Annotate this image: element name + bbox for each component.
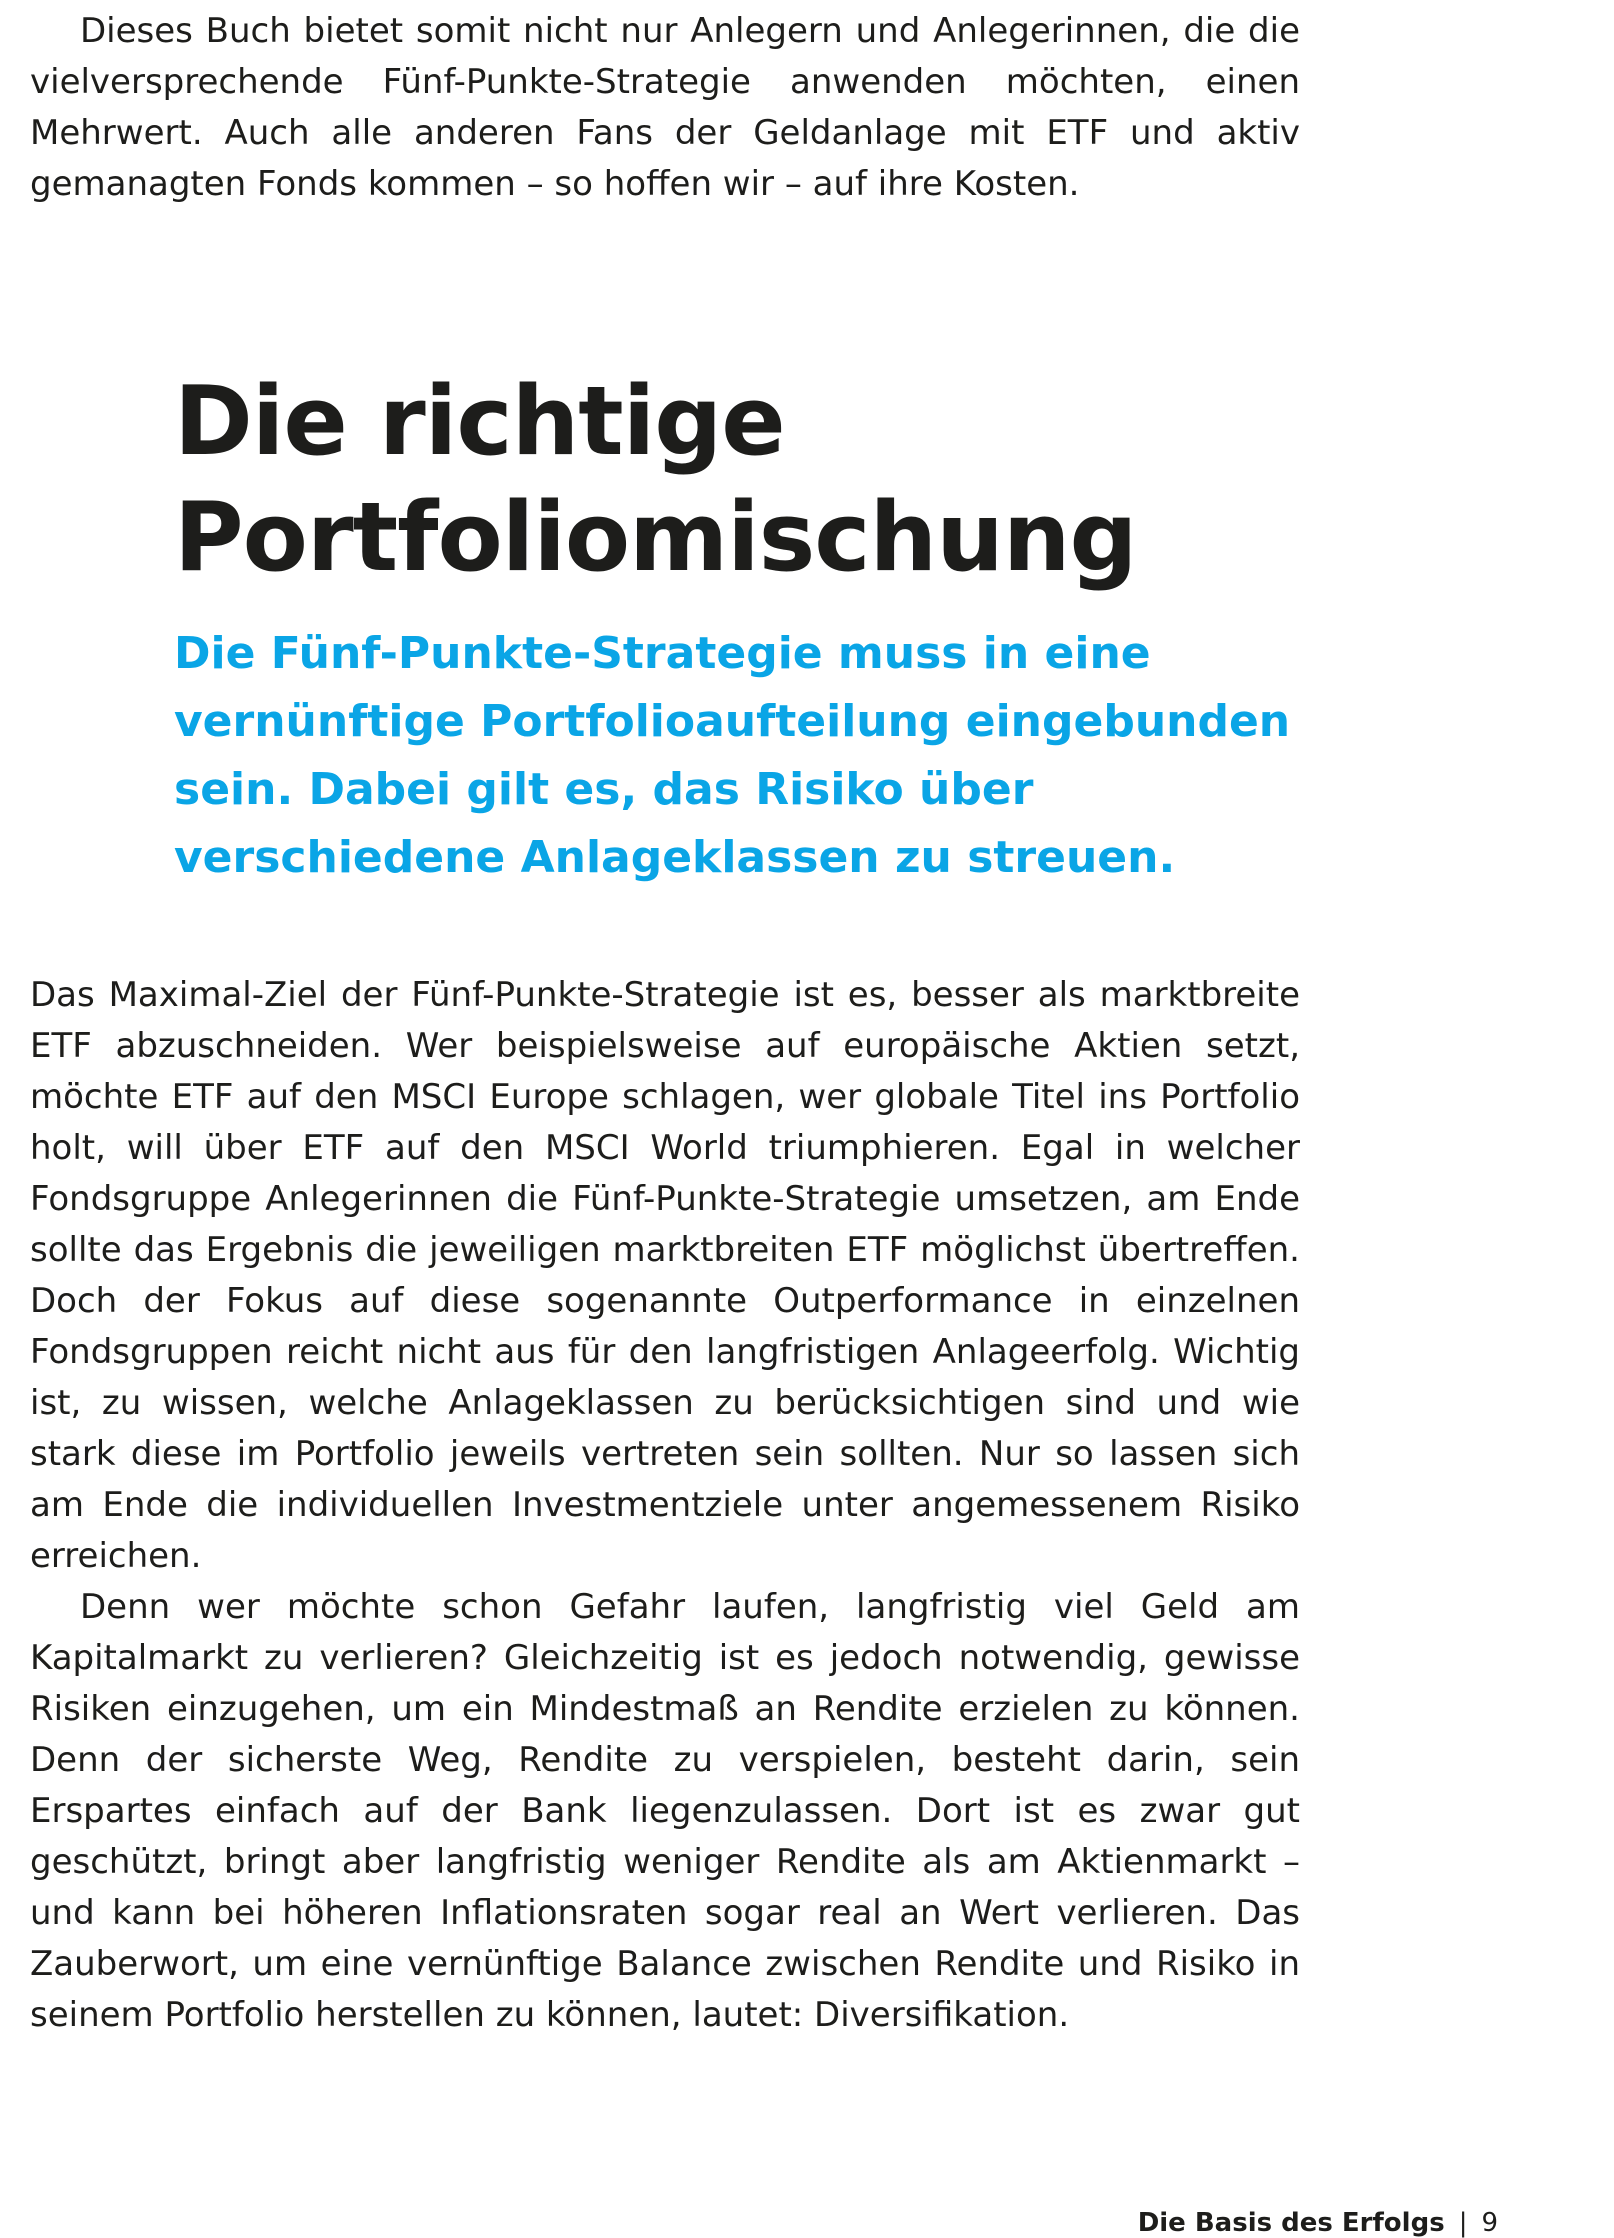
chapter-title-line2: Portfoliomischung [174, 483, 1137, 593]
section-lead: Die Fünf-Punkte-Strategie muss in eine vernünftige Portfolioaufteilung eingebunden sein. Dabei gilt es, das Risiko über verschiedene Anlageklassen zu streuen. [174, 628, 1291, 883]
page-number: 9 [1481, 2208, 1498, 2238]
chapter-title-line1: Die richtige [174, 367, 785, 477]
intro-paragraph: Dieses Buch bietet somit nicht nur Anlegern und Anlegerinnen, die die vielversprechende Fünf-Punkte-Strategie anwenden möchten, einen Mehrwert. Auch alle anderen Fans der Geldanlage mit ETF und aktiv gemanagten Fonds kommen – so hoffen wir – auf ihre Kosten. [30, 11, 1300, 204]
section-header [174, 364, 1304, 892]
body-paragraph-2: Denn wer möchte schon Gefahr laufen, langfristig viel Geld am Kapitalmarkt zu verlieren? Gleichzeitig ist es jedoch notwendig, gewisse Risiken einzugehen, um ein Mindestmaß an Rendite erzielen zu können. Denn der sicherste Weg, Rendite zu verspielen, besteht darin, sein Erspartes einfach auf der Bank liegenzulassen. Dort ist es zwar gut geschützt, bringt aber langfristig weniger Rendite als am Aktienmarkt – und kann bei höheren Inflationsraten sogar real an Wert verlieren. Das Zauberwort, um eine vernünftige Balance zwischen Rendite und Risiko in seinem Portfolio herstellen zu können, lautet: Diversifikation. [30, 1587, 1300, 2035]
main-text [30, 970, 1300, 2041]
footer-separator: | [1458, 2208, 1468, 2238]
body-paragraph-1: Das Maximal-Ziel der Fünf-Punkte-Strategie ist es, besser als marktbreite ETF abzuschneiden. Wer beispielsweise auf europäische Aktien setzt, möchte ETF auf den MSCI Europe schlagen, wer globale Titel ins Portfolio holt, will über ETF auf den MSCI World triumphieren. Egal in welcher Fondsgruppe Anlegerinnen die Fünf-Punkte-Strategie umsetzen, am Ende sollte das Ergebnis die jeweiligen marktbreiten ETF möglichst übertreffen. Doch der Fokus auf diese sogenannte Outperformance in einzelnen Fondsgruppen reicht nicht aus für den langfristigen Anlageerfolg. Wichtig ist, zu wissen, welche Anlageklassen zu berücksichtigen sind und wie stark diese im Portfolio jeweils vertreten sein sollten. Nur so lassen sich am Ende die individuellen Investmentziele unter angemessenem Risiko erreichen. [30, 975, 1300, 1576]
chapter-title [174, 364, 1304, 596]
running-footer-title: Die Basis des Erfolgs [1137, 2208, 1445, 2238]
